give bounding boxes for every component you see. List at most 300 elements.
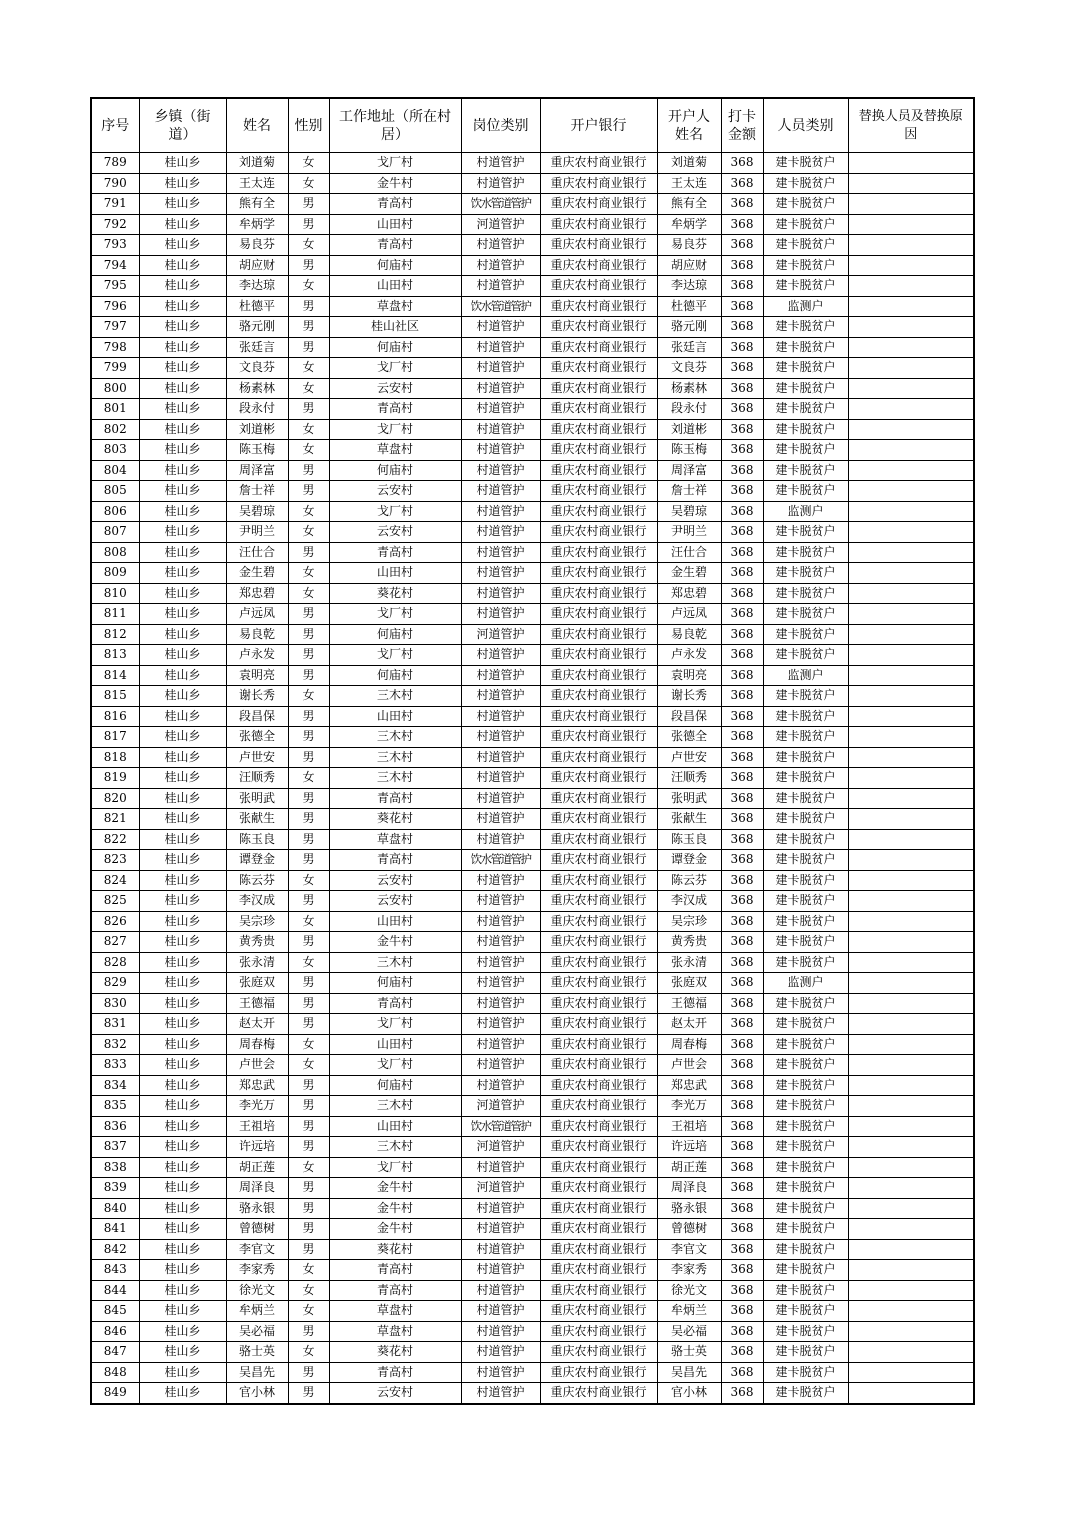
cell-work-address: 山田村	[329, 911, 461, 932]
table-row	[91, 1383, 974, 1404]
cell-name: 尹明兰	[226, 522, 288, 543]
cell-name: 吴碧琼	[226, 501, 288, 522]
cell-post-type: 河道管护	[461, 1137, 540, 1158]
table-row	[91, 563, 974, 584]
cell-amount: 368	[721, 1301, 763, 1322]
cell-replacement-reason	[848, 255, 974, 276]
cell-gender: 男	[288, 665, 329, 686]
cell-replacement-reason	[848, 768, 974, 789]
cell-index: 799	[91, 358, 139, 379]
cell-person-category: 建卡脱贫户	[763, 235, 848, 256]
table-row	[91, 1034, 974, 1055]
cell-township: 桂山乡	[139, 1239, 226, 1260]
cell-township: 桂山乡	[139, 829, 226, 850]
cell-township: 桂山乡	[139, 1321, 226, 1342]
cell-amount: 368	[721, 870, 763, 891]
cell-township: 桂山乡	[139, 173, 226, 194]
cell-post-type: 村道管护	[461, 952, 540, 973]
cell-bank: 重庆农村商业银行	[540, 624, 657, 645]
cell-index: 849	[91, 1383, 139, 1404]
table-row	[91, 501, 974, 522]
col-header-gender: 性别	[288, 98, 329, 153]
cell-name: 张永清	[226, 952, 288, 973]
cell-gender: 男	[288, 1137, 329, 1158]
cell-account-holder: 徐光文	[657, 1280, 721, 1301]
cell-gender: 男	[288, 296, 329, 317]
cell-person-category: 建卡脱贫户	[763, 1301, 848, 1322]
cell-name: 王德福	[226, 993, 288, 1014]
cell-amount: 368	[721, 768, 763, 789]
cell-gender: 女	[288, 686, 329, 707]
cell-account-holder: 杜德平	[657, 296, 721, 317]
cell-post-type: 饮水管道管护	[461, 194, 540, 215]
cell-bank: 重庆农村商业银行	[540, 276, 657, 297]
cell-amount: 368	[721, 542, 763, 563]
cell-post-type: 村道管护	[461, 1219, 540, 1240]
cell-replacement-reason	[848, 727, 974, 748]
cell-replacement-reason	[848, 747, 974, 768]
cell-person-category: 建卡脱贫户	[763, 768, 848, 789]
cell-name: 谭登金	[226, 850, 288, 871]
table-row	[91, 1280, 974, 1301]
cell-replacement-reason	[848, 1034, 974, 1055]
table-row	[91, 419, 974, 440]
cell-township: 桂山乡	[139, 1383, 226, 1404]
cell-gender: 女	[288, 440, 329, 461]
cell-replacement-reason	[848, 501, 974, 522]
cell-amount: 368	[721, 1342, 763, 1363]
cell-person-category: 建卡脱贫户	[763, 788, 848, 809]
cell-township: 桂山乡	[139, 993, 226, 1014]
cell-amount: 368	[721, 911, 763, 932]
cell-post-type: 村道管护	[461, 337, 540, 358]
cell-township: 桂山乡	[139, 522, 226, 543]
cell-bank: 重庆农村商业银行	[540, 1198, 657, 1219]
cell-work-address: 葵花村	[329, 809, 461, 830]
cell-name: 杨素林	[226, 378, 288, 399]
cell-person-category: 建卡脱贫户	[763, 932, 848, 953]
cell-amount: 368	[721, 583, 763, 604]
cell-replacement-reason	[848, 706, 974, 727]
cell-account-holder: 胡应财	[657, 255, 721, 276]
cell-gender: 女	[288, 1055, 329, 1076]
cell-bank: 重庆农村商业银行	[540, 542, 657, 563]
cell-bank: 重庆农村商业银行	[540, 460, 657, 481]
cell-township: 桂山乡	[139, 583, 226, 604]
cell-post-type: 河道管护	[461, 624, 540, 645]
cell-replacement-reason	[848, 419, 974, 440]
cell-gender: 男	[288, 1383, 329, 1404]
cell-index: 828	[91, 952, 139, 973]
cell-post-type: 村道管护	[461, 788, 540, 809]
cell-work-address: 何庙村	[329, 665, 461, 686]
cell-post-type: 村道管护	[461, 276, 540, 297]
cell-gender: 男	[288, 337, 329, 358]
cell-post-type: 村道管护	[461, 1362, 540, 1383]
cell-bank: 重庆农村商业银行	[540, 1096, 657, 1117]
cell-township: 桂山乡	[139, 563, 226, 584]
cell-amount: 368	[721, 194, 763, 215]
cell-name: 文良芬	[226, 358, 288, 379]
cell-township: 桂山乡	[139, 809, 226, 830]
cell-person-category: 建卡脱贫户	[763, 1178, 848, 1199]
cell-post-type: 村道管护	[461, 1280, 540, 1301]
cell-person-category: 建卡脱贫户	[763, 460, 848, 481]
cell-replacement-reason	[848, 788, 974, 809]
roster-table	[90, 97, 975, 1405]
cell-amount: 368	[721, 440, 763, 461]
cell-replacement-reason	[848, 645, 974, 666]
cell-post-type: 村道管护	[461, 522, 540, 543]
cell-account-holder: 官小林	[657, 1383, 721, 1404]
table-row	[91, 645, 974, 666]
cell-index: 819	[91, 768, 139, 789]
cell-account-holder: 袁明亮	[657, 665, 721, 686]
cell-gender: 女	[288, 952, 329, 973]
cell-bank: 重庆农村商业银行	[540, 686, 657, 707]
cell-index: 814	[91, 665, 139, 686]
cell-township: 桂山乡	[139, 440, 226, 461]
cell-township: 桂山乡	[139, 235, 226, 256]
cell-gender: 男	[288, 542, 329, 563]
table-row	[91, 788, 974, 809]
cell-replacement-reason	[848, 1137, 974, 1158]
cell-account-holder: 骆永银	[657, 1198, 721, 1219]
cell-account-holder: 易良乾	[657, 624, 721, 645]
table-row	[91, 583, 974, 604]
cell-name: 张德全	[226, 727, 288, 748]
cell-amount: 368	[721, 1157, 763, 1178]
table-row	[91, 1260, 974, 1281]
table-row	[91, 686, 974, 707]
cell-bank: 重庆农村商业银行	[540, 255, 657, 276]
cell-account-holder: 吴昌先	[657, 1362, 721, 1383]
cell-replacement-reason	[848, 911, 974, 932]
cell-work-address: 三木村	[329, 686, 461, 707]
cell-work-address: 金牛村	[329, 932, 461, 953]
cell-township: 桂山乡	[139, 255, 226, 276]
cell-bank: 重庆农村商业银行	[540, 1280, 657, 1301]
cell-township: 桂山乡	[139, 1301, 226, 1322]
cell-amount: 368	[721, 952, 763, 973]
cell-person-category: 建卡脱贫户	[763, 809, 848, 830]
cell-gender: 女	[288, 1034, 329, 1055]
cell-name: 易良乾	[226, 624, 288, 645]
cell-index: 842	[91, 1239, 139, 1260]
cell-work-address: 葵花村	[329, 583, 461, 604]
table-row	[91, 255, 974, 276]
cell-work-address: 戈厂村	[329, 645, 461, 666]
cell-person-category: 监测户	[763, 501, 848, 522]
cell-amount: 368	[721, 419, 763, 440]
cell-account-holder: 李家秀	[657, 1260, 721, 1281]
cell-amount: 368	[721, 501, 763, 522]
cell-amount: 368	[721, 891, 763, 912]
cell-replacement-reason	[848, 563, 974, 584]
cell-gender: 女	[288, 1280, 329, 1301]
cell-gender: 男	[288, 1321, 329, 1342]
cell-replacement-reason	[848, 1280, 974, 1301]
cell-township: 桂山乡	[139, 1116, 226, 1137]
cell-replacement-reason	[848, 460, 974, 481]
cell-name: 骆元刚	[226, 317, 288, 338]
table-row	[91, 604, 974, 625]
cell-bank: 重庆农村商业银行	[540, 870, 657, 891]
table-row	[91, 1178, 974, 1199]
cell-index: 818	[91, 747, 139, 768]
cell-index: 837	[91, 1137, 139, 1158]
cell-index: 844	[91, 1280, 139, 1301]
cell-name: 卢世安	[226, 747, 288, 768]
cell-replacement-reason	[848, 542, 974, 563]
cell-township: 桂山乡	[139, 911, 226, 932]
table-row	[91, 358, 974, 379]
cell-post-type: 村道管护	[461, 1301, 540, 1322]
cell-replacement-reason	[848, 870, 974, 891]
cell-gender: 男	[288, 788, 329, 809]
table-row	[91, 1055, 974, 1076]
cell-name: 杜德平	[226, 296, 288, 317]
cell-replacement-reason	[848, 481, 974, 502]
cell-work-address: 三木村	[329, 747, 461, 768]
cell-township: 桂山乡	[139, 891, 226, 912]
cell-work-address: 三木村	[329, 1137, 461, 1158]
table-body	[91, 153, 974, 1404]
cell-account-holder: 张明武	[657, 788, 721, 809]
cell-index: 847	[91, 1342, 139, 1363]
cell-account-holder: 李汉成	[657, 891, 721, 912]
cell-township: 桂山乡	[139, 399, 226, 420]
cell-name: 官小林	[226, 1383, 288, 1404]
cell-gender: 男	[288, 932, 329, 953]
cell-township: 桂山乡	[139, 665, 226, 686]
cell-post-type: 村道管护	[461, 932, 540, 953]
cell-post-type: 村道管护	[461, 460, 540, 481]
cell-person-category: 建卡脱贫户	[763, 747, 848, 768]
cell-bank: 重庆农村商业银行	[540, 829, 657, 850]
cell-person-category: 建卡脱贫户	[763, 686, 848, 707]
cell-person-category: 监测户	[763, 665, 848, 686]
cell-work-address: 何庙村	[329, 624, 461, 645]
cell-work-address: 山田村	[329, 563, 461, 584]
cell-account-holder: 刘道菊	[657, 153, 721, 174]
cell-post-type: 村道管护	[461, 1260, 540, 1281]
cell-bank: 重庆农村商业银行	[540, 583, 657, 604]
cell-account-holder: 骆士英	[657, 1342, 721, 1363]
cell-amount: 368	[721, 604, 763, 625]
cell-work-address: 云安村	[329, 378, 461, 399]
cell-index: 826	[91, 911, 139, 932]
cell-post-type: 饮水管道管护	[461, 1116, 540, 1137]
table-row	[91, 460, 974, 481]
cell-index: 848	[91, 1362, 139, 1383]
cell-index: 798	[91, 337, 139, 358]
cell-account-holder: 吴宗珍	[657, 911, 721, 932]
table-row	[91, 1116, 974, 1137]
cell-township: 桂山乡	[139, 1137, 226, 1158]
cell-person-category: 建卡脱贫户	[763, 1034, 848, 1055]
cell-person-category: 建卡脱贫户	[763, 829, 848, 850]
cell-account-holder: 周泽良	[657, 1178, 721, 1199]
cell-township: 桂山乡	[139, 337, 226, 358]
cell-post-type: 饮水管道管护	[461, 296, 540, 317]
cell-index: 801	[91, 399, 139, 420]
cell-index: 800	[91, 378, 139, 399]
cell-replacement-reason	[848, 952, 974, 973]
cell-bank: 重庆农村商业银行	[540, 788, 657, 809]
cell-gender: 男	[288, 850, 329, 871]
cell-index: 823	[91, 850, 139, 871]
cell-name: 牟炳兰	[226, 1301, 288, 1322]
cell-work-address: 云安村	[329, 522, 461, 543]
cell-name: 吴昌先	[226, 1362, 288, 1383]
cell-bank: 重庆农村商业银行	[540, 850, 657, 871]
cell-gender: 男	[288, 604, 329, 625]
cell-gender: 男	[288, 481, 329, 502]
cell-post-type: 村道管护	[461, 481, 540, 502]
cell-name: 段昌保	[226, 706, 288, 727]
cell-gender: 女	[288, 1157, 329, 1178]
cell-township: 桂山乡	[139, 973, 226, 994]
cell-work-address: 三木村	[329, 768, 461, 789]
cell-gender: 男	[288, 727, 329, 748]
cell-person-category: 建卡脱贫户	[763, 276, 848, 297]
cell-amount: 368	[721, 1321, 763, 1342]
cell-post-type: 村道管护	[461, 1321, 540, 1342]
cell-work-address: 桂山社区	[329, 317, 461, 338]
cell-bank: 重庆农村商业银行	[540, 1321, 657, 1342]
cell-amount: 368	[721, 747, 763, 768]
cell-work-address: 青高村	[329, 1260, 461, 1281]
cell-index: 839	[91, 1178, 139, 1199]
cell-work-address: 山田村	[329, 276, 461, 297]
table-row	[91, 399, 974, 420]
cell-post-type: 村道管护	[461, 542, 540, 563]
cell-person-category: 建卡脱贫户	[763, 624, 848, 645]
cell-name: 汪顺秀	[226, 768, 288, 789]
cell-name: 牟炳学	[226, 214, 288, 235]
cell-township: 桂山乡	[139, 870, 226, 891]
table-row	[91, 624, 974, 645]
cell-name: 刘道彬	[226, 419, 288, 440]
table-row	[91, 276, 974, 297]
cell-bank: 重庆农村商业银行	[540, 952, 657, 973]
cell-person-category: 建卡脱贫户	[763, 255, 848, 276]
cell-township: 桂山乡	[139, 296, 226, 317]
cell-index: 816	[91, 706, 139, 727]
cell-post-type: 村道管护	[461, 1034, 540, 1055]
cell-replacement-reason	[848, 1383, 974, 1404]
cell-name: 李达琼	[226, 276, 288, 297]
cell-account-holder: 王太连	[657, 173, 721, 194]
table-row	[91, 952, 974, 973]
cell-gender: 男	[288, 1198, 329, 1219]
cell-account-holder: 王祖培	[657, 1116, 721, 1137]
cell-township: 桂山乡	[139, 378, 226, 399]
table-row	[91, 829, 974, 850]
cell-township: 桂山乡	[139, 1198, 226, 1219]
cell-bank: 重庆农村商业银行	[540, 378, 657, 399]
cell-account-holder: 詹士祥	[657, 481, 721, 502]
cell-bank: 重庆农村商业银行	[540, 563, 657, 584]
cell-amount: 368	[721, 522, 763, 543]
cell-gender: 男	[288, 399, 329, 420]
cell-person-category: 建卡脱贫户	[763, 850, 848, 871]
cell-post-type: 村道管护	[461, 255, 540, 276]
cell-work-address: 草盘村	[329, 1321, 461, 1342]
cell-account-holder: 周泽富	[657, 460, 721, 481]
cell-gender: 男	[288, 747, 329, 768]
cell-gender: 男	[288, 1362, 329, 1383]
cell-person-category: 建卡脱贫户	[763, 481, 848, 502]
table-row	[91, 1075, 974, 1096]
cell-gender: 男	[288, 624, 329, 645]
cell-bank: 重庆农村商业银行	[540, 932, 657, 953]
cell-name: 陈云芬	[226, 870, 288, 891]
table-row	[91, 214, 974, 235]
cell-work-address: 青高村	[329, 1280, 461, 1301]
cell-amount: 368	[721, 399, 763, 420]
cell-index: 830	[91, 993, 139, 1014]
cell-township: 桂山乡	[139, 214, 226, 235]
cell-account-holder: 郑忠武	[657, 1075, 721, 1096]
table-row	[91, 768, 974, 789]
cell-index: 846	[91, 1321, 139, 1342]
cell-name: 熊有全	[226, 194, 288, 215]
cell-name: 郑忠碧	[226, 583, 288, 604]
cell-gender: 女	[288, 501, 329, 522]
cell-replacement-reason	[848, 1260, 974, 1281]
cell-name: 段永付	[226, 399, 288, 420]
cell-name: 吴必福	[226, 1321, 288, 1342]
cell-account-holder: 汪仕合	[657, 542, 721, 563]
table-row	[91, 1096, 974, 1117]
cell-bank: 重庆农村商业银行	[540, 399, 657, 420]
cell-replacement-reason	[848, 399, 974, 420]
table-row	[91, 337, 974, 358]
cell-post-type: 村道管护	[461, 1342, 540, 1363]
cell-account-holder: 杨素林	[657, 378, 721, 399]
cell-account-holder: 卢远凤	[657, 604, 721, 625]
table-row	[91, 1198, 974, 1219]
cell-bank: 重庆农村商业银行	[540, 1301, 657, 1322]
cell-account-holder: 吴碧琼	[657, 501, 721, 522]
cell-post-type: 村道管护	[461, 419, 540, 440]
cell-index: 789	[91, 153, 139, 174]
cell-person-category: 建卡脱贫户	[763, 440, 848, 461]
cell-index: 829	[91, 973, 139, 994]
cell-post-type: 村道管护	[461, 1014, 540, 1035]
table-row	[91, 1321, 974, 1342]
cell-township: 桂山乡	[139, 727, 226, 748]
cell-index: 834	[91, 1075, 139, 1096]
cell-bank: 重庆农村商业银行	[540, 522, 657, 543]
cell-amount: 368	[721, 153, 763, 174]
cell-replacement-reason	[848, 1219, 974, 1240]
cell-replacement-reason	[848, 809, 974, 830]
cell-index: 820	[91, 788, 139, 809]
cell-account-holder: 张献生	[657, 809, 721, 830]
cell-index: 817	[91, 727, 139, 748]
cell-work-address: 青高村	[329, 1362, 461, 1383]
cell-work-address: 戈厂村	[329, 1157, 461, 1178]
cell-gender: 女	[288, 173, 329, 194]
cell-account-holder: 吴必福	[657, 1321, 721, 1342]
cell-replacement-reason	[848, 891, 974, 912]
cell-person-category: 建卡脱贫户	[763, 911, 848, 932]
cell-bank: 重庆农村商业银行	[540, 337, 657, 358]
cell-post-type: 村道管护	[461, 891, 540, 912]
